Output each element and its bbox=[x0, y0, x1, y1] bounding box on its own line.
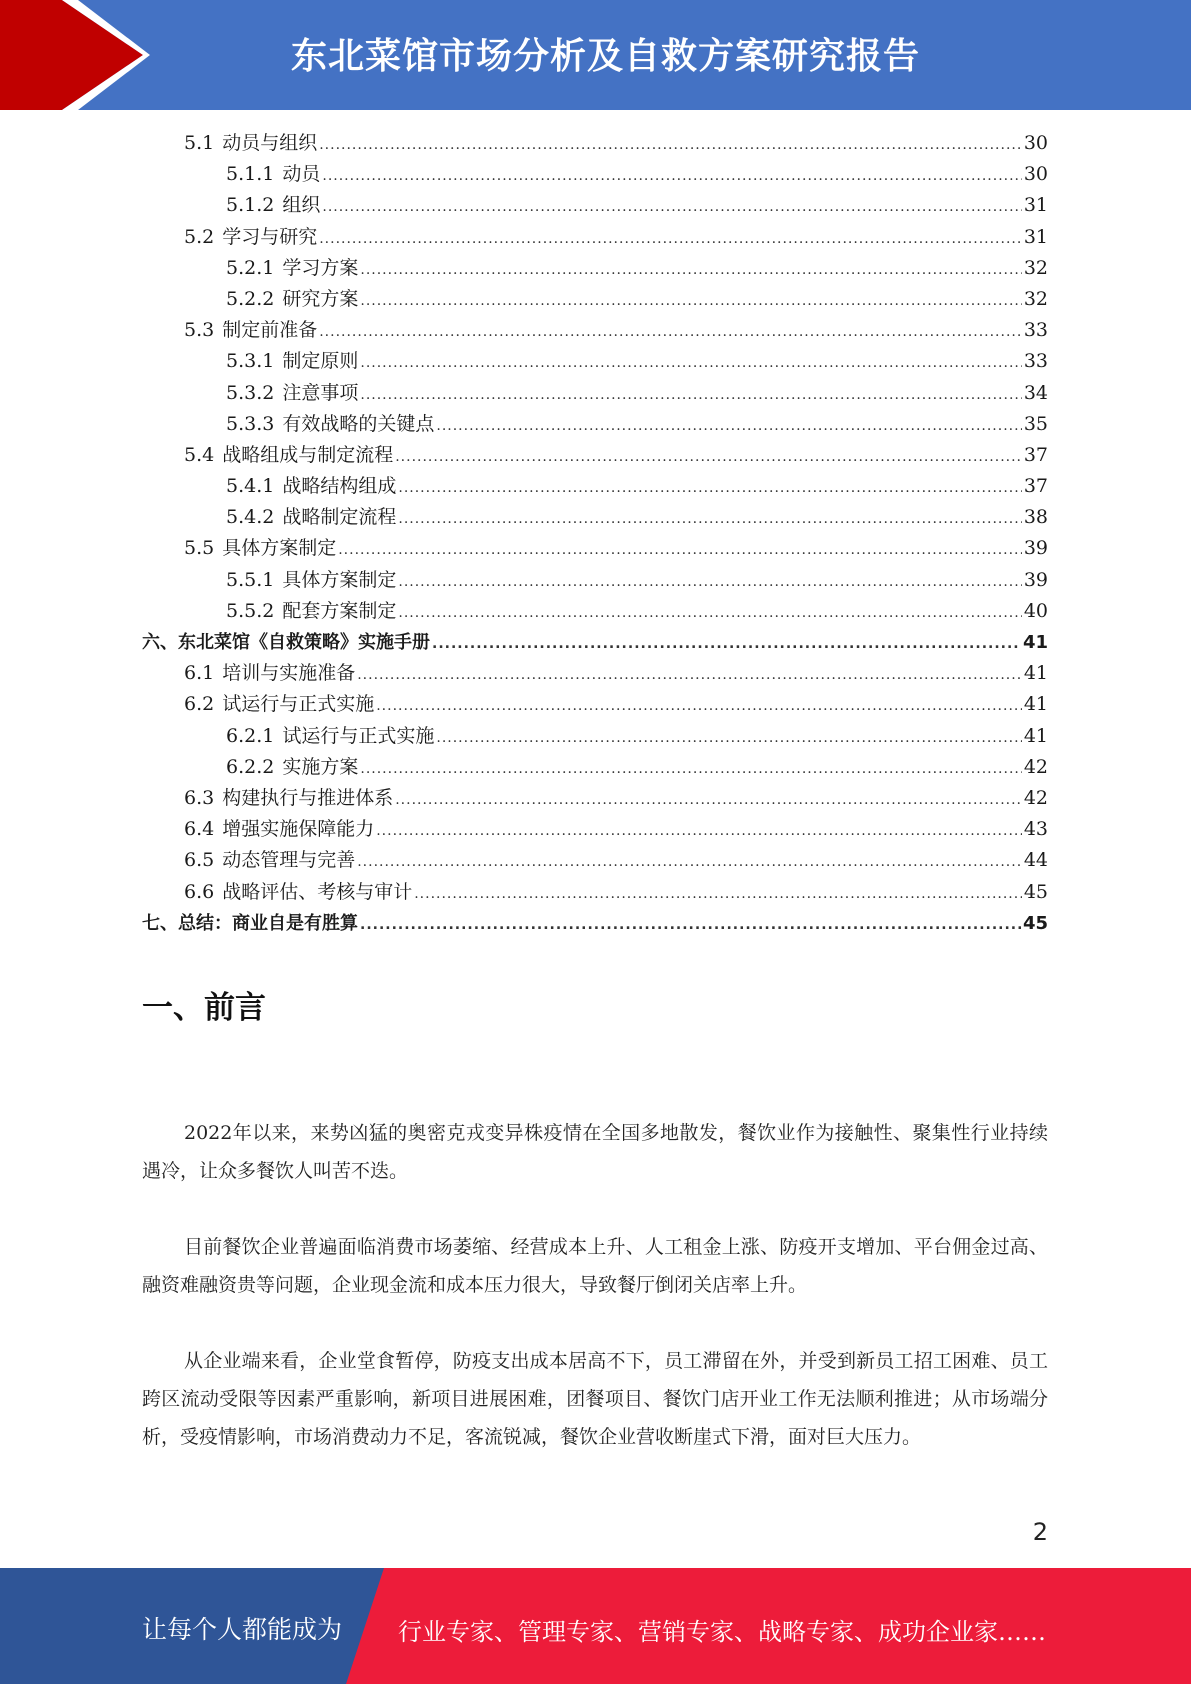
toc-leader-dots bbox=[376, 816, 1022, 847]
page-number: 2 bbox=[1032, 1518, 1048, 1546]
toc-entry-page: 43 bbox=[1023, 818, 1048, 841]
toc-entry[interactable] bbox=[142, 253, 1048, 284]
toc-entry-title: 实施方案 bbox=[282, 755, 359, 778]
toc-leader-dots bbox=[360, 286, 1021, 317]
toc-entry-page: 31 bbox=[1023, 225, 1048, 248]
toc-entry[interactable] bbox=[142, 284, 1048, 315]
toc-entry[interactable] bbox=[142, 190, 1048, 221]
toc-leader-dots bbox=[395, 442, 1022, 473]
toc-leader-dots bbox=[360, 348, 1021, 379]
toc-entry-number: 5.4.1 bbox=[226, 475, 275, 498]
toc-entry-page: 34 bbox=[1023, 381, 1048, 404]
toc-entry-number: 6.2.1 bbox=[226, 724, 275, 747]
toc-entry[interactable] bbox=[142, 908, 1048, 939]
toc-entry-number: 6.6 bbox=[184, 880, 215, 903]
toc-entry[interactable] bbox=[142, 315, 1048, 346]
toc-leader-dots bbox=[360, 754, 1021, 785]
toc-entry-title: 培训与实施准备 bbox=[222, 662, 356, 685]
table-of-contents bbox=[142, 128, 1048, 939]
toc-entry-number: 5.3.3 bbox=[226, 412, 275, 435]
toc-entry-number: 5.1 bbox=[184, 132, 215, 154]
toc-entry-page: 41 bbox=[1022, 632, 1048, 653]
toc-entry[interactable] bbox=[142, 783, 1048, 814]
toc-leader-dots bbox=[357, 660, 1022, 691]
toc-entry-title: 制定原则 bbox=[282, 350, 359, 373]
toc-entry-number: 5.2.1 bbox=[226, 256, 275, 279]
toc-entry-number: 5.3 bbox=[184, 319, 215, 342]
toc-entry-number: 5.2.2 bbox=[226, 287, 275, 310]
footer-slogan-left: 让每个人都能成为 bbox=[142, 1615, 343, 1644]
toc-entry-page: 41 bbox=[1023, 724, 1048, 747]
toc-entry[interactable] bbox=[142, 409, 1048, 440]
toc-leader-dots bbox=[398, 473, 1021, 504]
toc-leader-dots bbox=[398, 598, 1021, 629]
toc-leader-dots bbox=[395, 785, 1022, 816]
toc-entry-title: 学习与研究 bbox=[222, 225, 318, 248]
toc-leader-dots bbox=[376, 691, 1022, 722]
toc-entry-title: 配套方案制定 bbox=[282, 599, 397, 622]
toc-entry[interactable] bbox=[142, 752, 1048, 783]
toc-entry-page: 42 bbox=[1023, 786, 1048, 809]
report-title: 东北菜馆市场分析及自救方案研究报告 bbox=[290, 36, 920, 77]
toc-entry-title: 战略组成与制定流程 bbox=[222, 443, 394, 466]
toc-entry-number: 6.2 bbox=[184, 693, 215, 716]
toc-entry[interactable] bbox=[142, 128, 1048, 159]
toc-entry-page: 33 bbox=[1023, 350, 1048, 373]
toc-entry-number: 6.5 bbox=[184, 849, 215, 872]
toc-entry-page: 32 bbox=[1023, 287, 1048, 310]
toc-leader-dots bbox=[322, 192, 1021, 223]
toc-entry-page: 37 bbox=[1023, 475, 1048, 498]
toc-entry-page: 33 bbox=[1023, 319, 1048, 342]
toc-entry-title: 战略制定流程 bbox=[282, 506, 397, 529]
toc-entry-title: 动员 bbox=[282, 163, 321, 186]
toc-entry-number: 5.1.2 bbox=[226, 194, 275, 217]
toc-leader-dots bbox=[357, 847, 1022, 878]
toc-entry[interactable] bbox=[142, 378, 1048, 409]
toc-entry-page: 40 bbox=[1023, 599, 1048, 622]
toc-entry-page: 42 bbox=[1023, 755, 1048, 778]
toc-entry-number: 6.1 bbox=[184, 662, 215, 685]
toc-entry[interactable] bbox=[142, 814, 1048, 845]
toc-entry[interactable] bbox=[142, 346, 1048, 377]
toc-entry[interactable] bbox=[142, 440, 1048, 471]
toc-entry[interactable] bbox=[142, 502, 1048, 533]
toc-entry-title: 六、东北菜馆《自救策略》实施手册 bbox=[142, 632, 430, 653]
section-heading: 一、前言 bbox=[142, 990, 266, 1026]
toc-entry-title: 具体方案制定 bbox=[282, 568, 397, 591]
toc-entry-title: 制定前准备 bbox=[222, 319, 318, 342]
toc-entry-page: 45 bbox=[1022, 912, 1048, 934]
toc-entry-page: 45 bbox=[1023, 880, 1048, 903]
toc-entry-number: 6.4 bbox=[184, 818, 215, 841]
toc-entry-page: 41 bbox=[1023, 662, 1048, 685]
toc-leader-dots bbox=[338, 535, 1022, 566]
toc-entry[interactable] bbox=[142, 596, 1048, 627]
toc-leader-dots bbox=[360, 255, 1021, 286]
toc-entry-title: 动员与组织 bbox=[222, 132, 318, 154]
toc-entry-number: 5.4.2 bbox=[226, 506, 275, 529]
toc-entry-title: 有效战略的关键点 bbox=[282, 412, 435, 435]
toc-leader-dots bbox=[398, 504, 1021, 535]
toc-entry-title: 学习方案 bbox=[282, 256, 359, 279]
toc-entry-title: 动态管理与完善 bbox=[222, 849, 356, 872]
paragraph: 从企业端来看，企业堂食暂停，防疫支出成本居高不下，员工滞留在外，并受到新员工招工困难、员工跨区流动受限等因素严重影响，新项目进展困难，团餐项目、餐饮门店开业工作无法顺利推进；从市场端分析，受疫情影响，市场消费动力不足，客流锐减，餐饮企业营收断崖式下滑，面对巨大压力。 bbox=[142, 1350, 1048, 1448]
toc-entry[interactable] bbox=[142, 845, 1048, 876]
toc-entry[interactable] bbox=[142, 721, 1048, 752]
toc-leader-dots bbox=[360, 910, 1021, 941]
toc-leader-dots bbox=[436, 723, 1021, 754]
toc-entry[interactable] bbox=[142, 222, 1048, 253]
toc-leader-dots bbox=[319, 224, 1022, 255]
toc-entry-page: 44 bbox=[1023, 849, 1048, 872]
toc-entry-number: 5.5.1 bbox=[226, 568, 275, 591]
toc-leader-dots bbox=[319, 130, 1022, 161]
footer-banner bbox=[0, 1568, 1191, 1684]
toc-entry-page: 39 bbox=[1023, 568, 1048, 591]
toc-entry-page: 30 bbox=[1023, 163, 1048, 186]
toc-entry[interactable] bbox=[142, 533, 1048, 564]
toc-entry-title: 战略结构组成 bbox=[282, 475, 397, 498]
toc-leader-dots bbox=[432, 629, 1021, 660]
toc-entry[interactable] bbox=[142, 877, 1048, 908]
toc-entry-title: 战略评估、考核与审计 bbox=[222, 880, 413, 903]
footer-slogan-right: 行业专家、管理专家、营销专家、战略专家、成功企业家…… bbox=[398, 1618, 1046, 1646]
toc-leader-dots bbox=[319, 317, 1022, 348]
toc-entry-page: 31 bbox=[1023, 194, 1048, 217]
toc-entry[interactable] bbox=[142, 159, 1048, 190]
toc-leader-dots bbox=[436, 411, 1021, 442]
toc-entry-title: 试运行与正式实施 bbox=[282, 724, 435, 747]
toc-leader-dots bbox=[360, 380, 1021, 411]
toc-entry-number: 5.1.1 bbox=[226, 163, 275, 186]
toc-leader-dots bbox=[398, 567, 1021, 598]
toc-entry-number: 5.2 bbox=[184, 225, 215, 248]
toc-entry-number: 5.3.2 bbox=[226, 381, 275, 404]
toc-entry-page: 30 bbox=[1023, 132, 1048, 154]
toc-entry-title: 组织 bbox=[282, 194, 321, 217]
toc-entry-page: 35 bbox=[1023, 412, 1048, 435]
toc-entry-number: 5.4 bbox=[184, 443, 215, 466]
toc-entry-number: 5.3.1 bbox=[226, 350, 275, 373]
toc-entry-title: 增强实施保障能力 bbox=[222, 818, 375, 841]
toc-entry[interactable] bbox=[142, 471, 1048, 502]
toc-entry-page: 38 bbox=[1023, 506, 1048, 529]
toc-entry[interactable] bbox=[142, 689, 1048, 720]
toc-leader-dots bbox=[322, 161, 1021, 192]
toc-entry-number: 5.5.2 bbox=[226, 599, 275, 622]
paragraph: 目前餐饮企业普遍面临消费市场萎缩、经营成本上升、人工租金上涨、防疫开支增加、平台佣金过高、融资难融资贵等问题，企业现金流和成本压力很大，导致餐厅倒闭关店率上升。 bbox=[142, 1236, 1048, 1296]
toc-entry-title: 七、总结：商业自是有胜算 bbox=[142, 912, 358, 934]
toc-entry-page: 39 bbox=[1023, 537, 1048, 560]
toc-entry-title: 研究方案 bbox=[282, 287, 359, 310]
paragraph: 2022年以来，来势凶猛的奥密克戎变异株疫情在全国多地散发，餐饮业作为接触性、聚集性行业持续遇冷，让众多餐饮人叫苦不迭。 bbox=[142, 1122, 1048, 1182]
toc-entry[interactable] bbox=[142, 627, 1048, 658]
toc-entry-page: 41 bbox=[1023, 693, 1048, 716]
toc-entry-title: 构建执行与推进体系 bbox=[222, 786, 394, 809]
toc-entry-number: 6.3 bbox=[184, 786, 215, 809]
toc-entry-page: 37 bbox=[1023, 443, 1048, 466]
toc-entry[interactable] bbox=[142, 658, 1048, 689]
toc-entry-number: 6.2.2 bbox=[226, 755, 275, 778]
toc-entry-title: 试运行与正式实施 bbox=[222, 693, 375, 716]
toc-entry-title: 具体方案制定 bbox=[222, 537, 337, 560]
toc-leader-dots bbox=[414, 879, 1022, 910]
toc-entry-page: 32 bbox=[1023, 256, 1048, 279]
toc-entry[interactable] bbox=[142, 565, 1048, 596]
toc-entry-title: 注意事项 bbox=[282, 381, 359, 404]
header-banner bbox=[0, 0, 1191, 110]
toc-entry-number: 5.5 bbox=[184, 537, 215, 560]
